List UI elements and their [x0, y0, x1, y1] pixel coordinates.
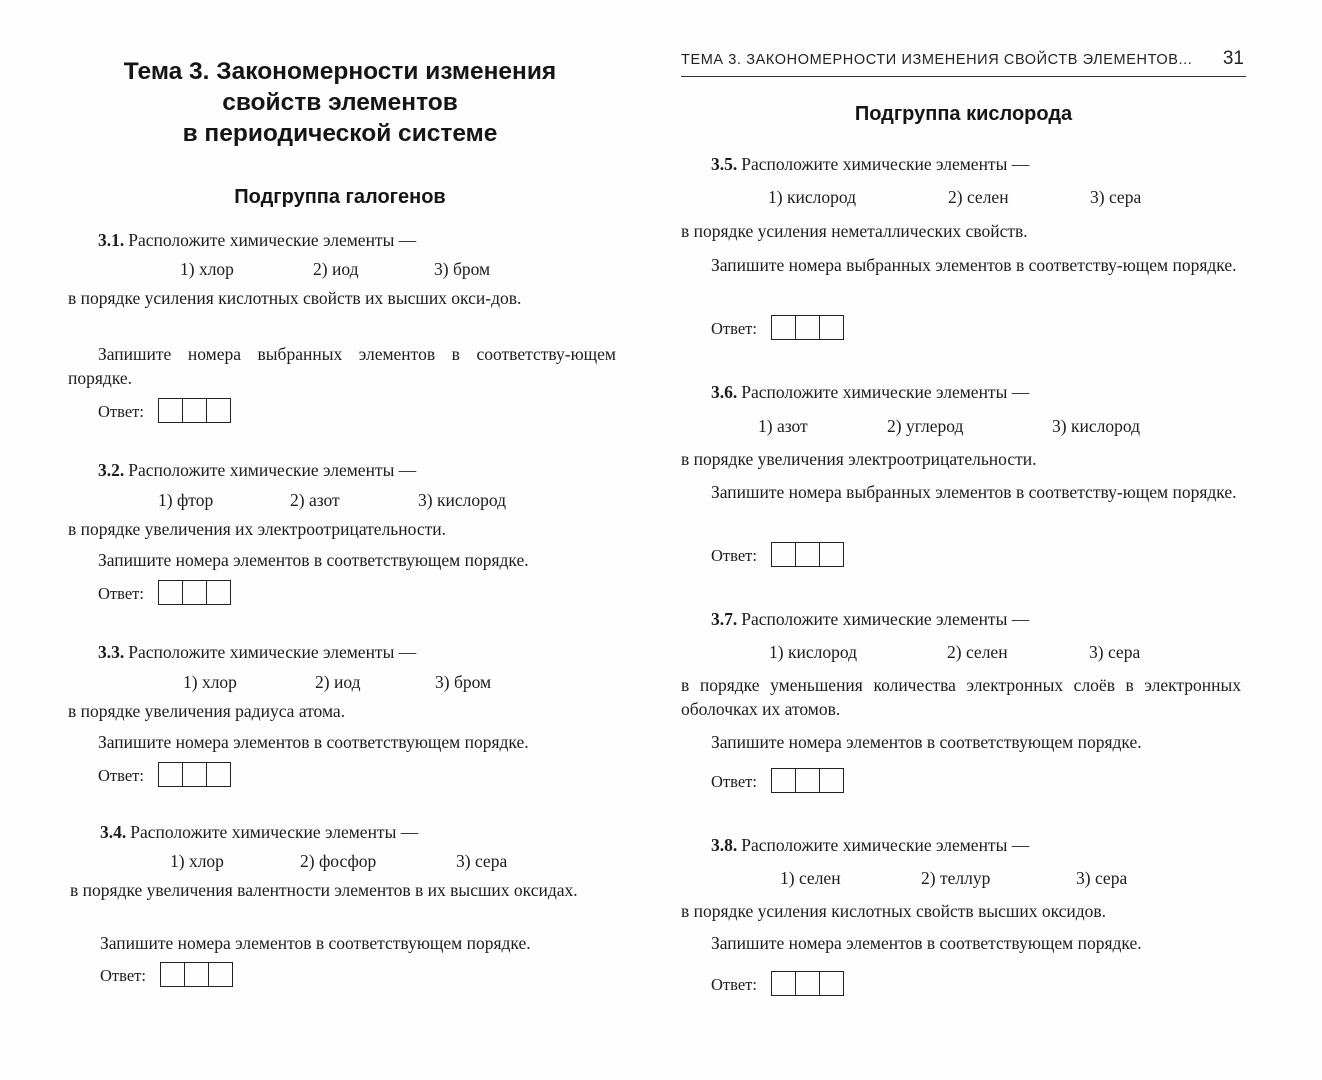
task-condition: в порядке усиления кислотных свойств высших оксидов.	[681, 901, 1107, 921]
answer-label: Ответ:	[98, 402, 144, 421]
answer-label: Ответ:	[711, 772, 757, 791]
option-2: 2) азот	[290, 490, 340, 510]
option-3: 3) сера	[1089, 642, 1141, 662]
option-3: 3) сера	[1076, 868, 1128, 888]
task-instruction: Запишите номера элементов в соответствующем порядке.	[711, 933, 1142, 953]
task-instruction: Запишите номера выбранных элементов в соответству-ющем порядке.	[68, 344, 616, 388]
option-3: 3) сера	[456, 851, 508, 871]
chapter-title-line: в периодической системе	[182, 120, 498, 147]
answer-label: Ответ:	[100, 966, 146, 985]
answer-boxes	[160, 962, 233, 987]
answer-box[interactable]	[183, 581, 207, 604]
answer-box[interactable]	[796, 543, 820, 566]
chapter-title	[60, 56, 620, 149]
answer-box[interactable]	[207, 763, 230, 786]
answer-label: Ответ:	[711, 319, 757, 338]
element-options	[681, 866, 1243, 890]
answer-box[interactable]	[159, 399, 183, 422]
answer-label: Ответ:	[711, 546, 757, 565]
answer-box[interactable]	[796, 769, 820, 792]
answer-box[interactable]	[185, 963, 209, 986]
answer-box[interactable]	[796, 972, 820, 995]
element-options	[681, 640, 1243, 664]
task-number: 3.8.	[711, 835, 738, 855]
task-stem	[100, 820, 418, 844]
answer-label: Ответ:	[711, 975, 757, 994]
answer-box[interactable]	[161, 963, 185, 986]
task-stem	[711, 380, 1029, 404]
element-options	[681, 185, 1243, 209]
option-2: 2) иод	[315, 672, 361, 692]
task-3-7	[681, 607, 1243, 807]
running-head	[681, 50, 1246, 77]
option-1: 1) селен	[780, 868, 841, 888]
option-1: 1) фтор	[158, 490, 214, 510]
answer-box[interactable]	[159, 763, 183, 786]
option-1: 1) кислород	[768, 187, 856, 207]
answer-label: Ответ:	[98, 766, 144, 785]
task-3-8	[681, 833, 1243, 1003]
answer-box[interactable]	[820, 316, 843, 339]
answer-box[interactable]	[207, 399, 230, 422]
task-stem-text: Расположите химические элементы —	[741, 382, 1030, 402]
task-stem	[98, 228, 416, 252]
answer-box[interactable]	[159, 581, 183, 604]
task-condition: в порядке усиления кислотных свойств их высших окси-дов.	[68, 288, 522, 308]
element-options	[68, 488, 620, 512]
task-number: 3.3.	[98, 642, 125, 662]
task-condition: в порядке усиления неметаллических свойств.	[681, 221, 1028, 241]
task-stem	[711, 152, 1029, 176]
task-condition: в порядке увеличения радиуса атома.	[68, 701, 346, 721]
section-heading-oxygen: Подгруппа кислорода	[854, 103, 1073, 125]
answer-label: Ответ:	[98, 584, 144, 603]
option-1: 1) кислород	[769, 642, 857, 662]
answer-box[interactable]	[207, 581, 230, 604]
answer-boxes	[771, 542, 844, 567]
task-instruction: Запишите номера элементов в соответствующем порядке.	[100, 933, 531, 953]
answer-box[interactable]	[183, 763, 207, 786]
running-title: ТЕМА 3. ЗАКОНОМЕРНОСТИ ИЗМЕНЕНИЯ СВОЙСТВ ЭЛЕМЕНТОВ...	[681, 52, 1193, 68]
answer-box[interactable]	[796, 316, 820, 339]
element-options	[70, 849, 622, 873]
task-condition: в порядке увеличения электроотрицательности.	[681, 449, 1037, 469]
answer-box[interactable]	[183, 399, 207, 422]
task-condition: в порядке увеличения валентности элементов в их высших оксидах.	[70, 880, 578, 900]
element-options	[681, 414, 1243, 438]
task-number: 3.1.	[98, 230, 125, 250]
option-2: 2) фосфор	[300, 851, 377, 871]
answer-box[interactable]	[820, 769, 843, 792]
option-3: 3) кислород	[1052, 416, 1140, 436]
option-2: 2) теллур	[921, 868, 991, 888]
answer-box[interactable]	[820, 543, 843, 566]
answer-box[interactable]	[772, 972, 796, 995]
task-stem-text: Расположите химические элементы —	[741, 835, 1030, 855]
element-options	[68, 257, 620, 281]
answer-boxes	[771, 315, 844, 340]
option-1: 1) хлор	[183, 672, 237, 692]
task-instruction: Запишите номера выбранных элементов в соответству-ющем порядке.	[711, 255, 1237, 275]
answer-box[interactable]	[209, 963, 232, 986]
task-stem	[98, 640, 416, 664]
task-number: 3.2.	[98, 460, 125, 480]
task-instruction: Запишите номера элементов в соответствующем порядке.	[98, 732, 529, 752]
task-3-6	[681, 380, 1243, 580]
task-3-2	[68, 458, 620, 608]
answer-box[interactable]	[772, 769, 796, 792]
chapter-title-line: Тема 3. Закономерности изменения	[123, 58, 557, 85]
option-1: 1) хлор	[180, 259, 234, 279]
answer-boxes	[158, 580, 231, 605]
answer-boxes	[158, 762, 231, 787]
task-stem	[98, 458, 416, 482]
task-instruction: Запишите номера выбранных элементов в соответству-ющем порядке.	[711, 482, 1237, 502]
answer-box[interactable]	[820, 972, 843, 995]
option-1: 1) азот	[758, 416, 808, 436]
option-2: 2) селен	[948, 187, 1009, 207]
task-stem	[711, 607, 1029, 631]
task-number: 3.4.	[100, 822, 127, 842]
option-3: 3) бром	[434, 259, 491, 279]
task-stem-text: Расположите химические элементы —	[130, 822, 419, 842]
option-3: 3) кислород	[418, 490, 506, 510]
task-3-1	[68, 228, 620, 428]
section-heading-halogens: Подгруппа галогенов	[234, 186, 446, 208]
task-instruction: Запишите номера элементов в соответствующем порядке.	[711, 732, 1142, 752]
task-stem-text: Расположите химические элементы —	[741, 609, 1030, 629]
task-number: 3.6.	[711, 382, 738, 402]
option-3: 3) сера	[1090, 187, 1142, 207]
task-condition: в порядке увеличения их электроотрицательности.	[68, 519, 446, 539]
element-options	[68, 670, 620, 694]
task-stem-text: Расположите химические элементы —	[128, 642, 417, 662]
answer-box[interactable]	[772, 316, 796, 339]
task-instruction: Запишите номера элементов в соответствующем порядке.	[98, 550, 529, 570]
option-2: 2) селен	[947, 642, 1008, 662]
answer-boxes	[158, 398, 231, 423]
task-stem-text: Расположите химические элементы —	[128, 460, 417, 480]
task-number: 3.5.	[711, 154, 738, 174]
right-page	[661, 0, 1322, 1080]
answer-boxes	[771, 768, 844, 793]
option-1: 1) хлор	[170, 851, 224, 871]
option-2: 2) иод	[313, 259, 359, 279]
task-stem-text: Расположите химические элементы —	[741, 154, 1030, 174]
task-3-3	[68, 640, 620, 790]
task-stem	[711, 833, 1029, 857]
task-3-5	[681, 152, 1243, 352]
task-stem-text: Расположите химические элементы —	[128, 230, 417, 250]
page-number: 31	[1222, 48, 1244, 69]
option-2: 2) углерод	[887, 416, 964, 436]
task-number: 3.7.	[711, 609, 738, 629]
answer-boxes	[771, 971, 844, 996]
option-3: 3) бром	[435, 672, 492, 692]
task-condition: в порядке уменьшения количества электронных слоёв в электронных оболочках их атомов.	[681, 675, 1241, 719]
left-page	[0, 0, 640, 1080]
chapter-title-line: свойств элементов	[222, 89, 458, 116]
answer-box[interactable]	[772, 543, 796, 566]
task-3-4	[70, 820, 622, 1000]
